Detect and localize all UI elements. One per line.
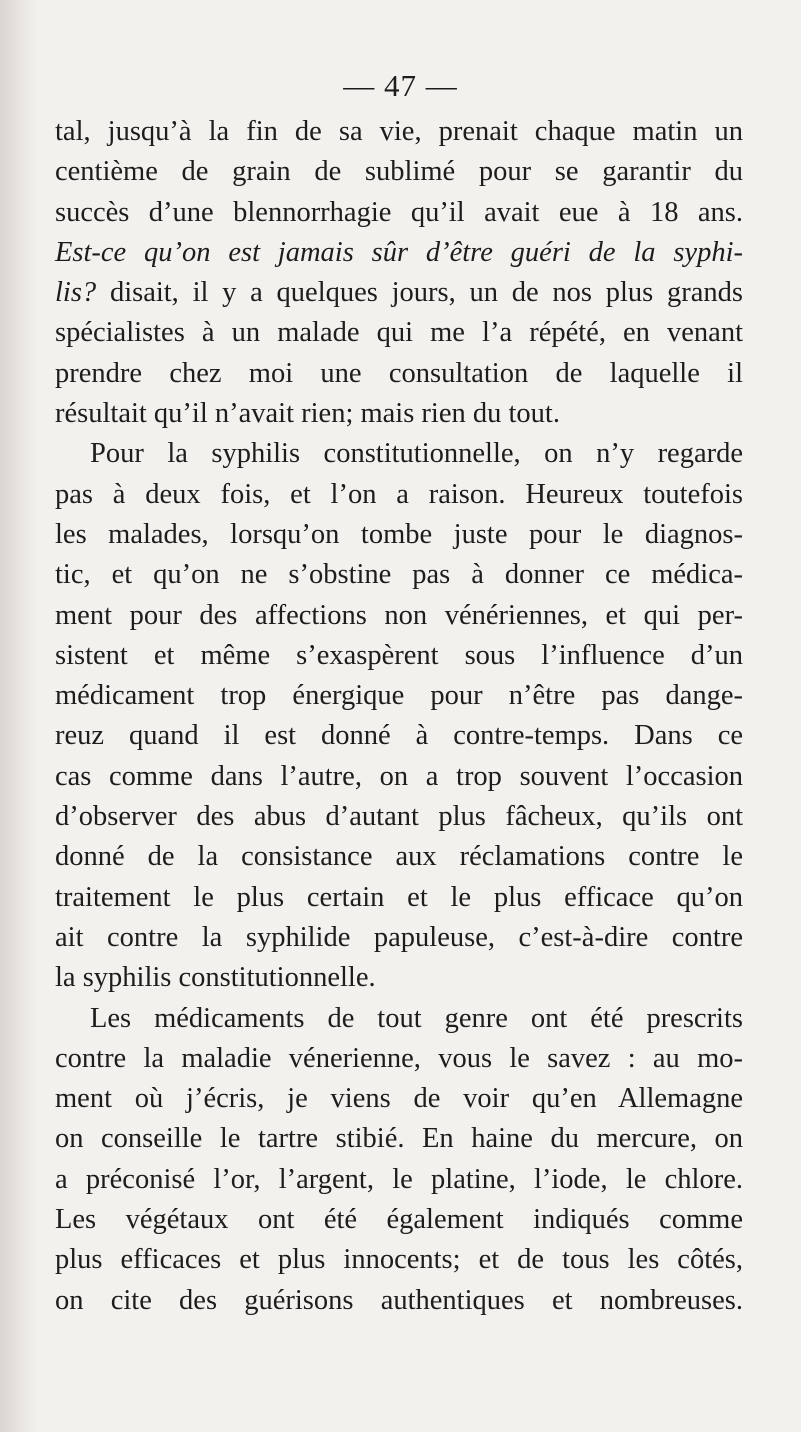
text-line: résultait qu’il n’avait rien; mais rien du tout. [55, 398, 560, 430]
page-number: — 47 — [343, 68, 458, 103]
text-line: traitement le plus certain et le plus efficace qu’on [55, 881, 743, 913]
text-line: Les végétaux ont été également indiqués comme [55, 1204, 743, 1236]
text-line: ment pour des affections non vénériennes, et qui per- [55, 599, 743, 631]
text-line: donné de la consistance aux réclamations contre le [55, 841, 743, 873]
text-line: contre la maladie vénerienne, vous le savez : au mo- [55, 1042, 743, 1074]
text-line: on conseille le tartre stibié. En haine du mercure, on [55, 1123, 743, 1155]
text-line: reuz quand il est donné à contre-temps. Dans ce [55, 720, 743, 752]
text-line: d’observer des abus d’autant plus fâcheux, qu’ils ont [55, 801, 743, 833]
text-line: sistent et même s’exaspèrent sous l’influence d’un [55, 639, 743, 671]
italic-quote: lis? [55, 277, 97, 309]
text-line: médicament trop énergique pour n’être pas dange- [55, 680, 743, 712]
text-line: on cite des guérisons authentiques et nombreuses. [55, 1284, 743, 1316]
page-edge-shadow [0, 0, 40, 1432]
paragraph-start-line: Les médicaments de tout genre ont été prescrits [90, 1002, 743, 1034]
text-line: plus efficaces et plus innocents; et de tous les côtés, [55, 1244, 743, 1276]
text-line: pas à deux fois, et l’on a raison. Heureux toutefois [55, 478, 743, 510]
text-line: lis? disait, il y a quelques jours, un de nos plus grands [55, 277, 743, 309]
text-line: centième de grain de sublimé pour se garantir du [55, 156, 743, 188]
body-text [55, 112, 743, 1321]
text-line: succès d’une blennorrhagie qu’il avait eue à 18 ans. [55, 196, 743, 228]
text-line: cas comme dans l’autre, on a trop souvent l’occasion [55, 760, 743, 792]
italic-quote: Est-ce qu’on est jamais sûr d’être guéri de la syphi- [55, 236, 743, 268]
text-line: prendre chez moi une consultation de laquelle il [55, 357, 743, 389]
text-line: spécialistes à un malade qui me l’a répété, en venant [55, 317, 743, 349]
paragraph-start-line: Pour la syphilis constitutionnelle, on n’y regarde [90, 438, 743, 470]
text-line: ait contre la syphilide papuleuse, c’est-à-dire contre [55, 921, 743, 953]
text-line: tic, et qu’on ne s’obstine pas à donner ce médica- [55, 559, 743, 591]
text-line: tal, jusqu’à la fin de sa vie, prenait chaque matin un [55, 116, 743, 147]
text-line: a préconisé l’or, l’argent, le platine, l’iode, le chlore. [55, 1163, 743, 1195]
text-line: la syphilis constitutionnelle. [55, 962, 376, 994]
text-line [55, 233, 743, 273]
text-line: ment où j’écris, je viens de voir qu’en Allemagne [55, 1083, 743, 1115]
text-line: les malades, lorsqu’on tombe juste pour le diagnos- [55, 518, 743, 550]
